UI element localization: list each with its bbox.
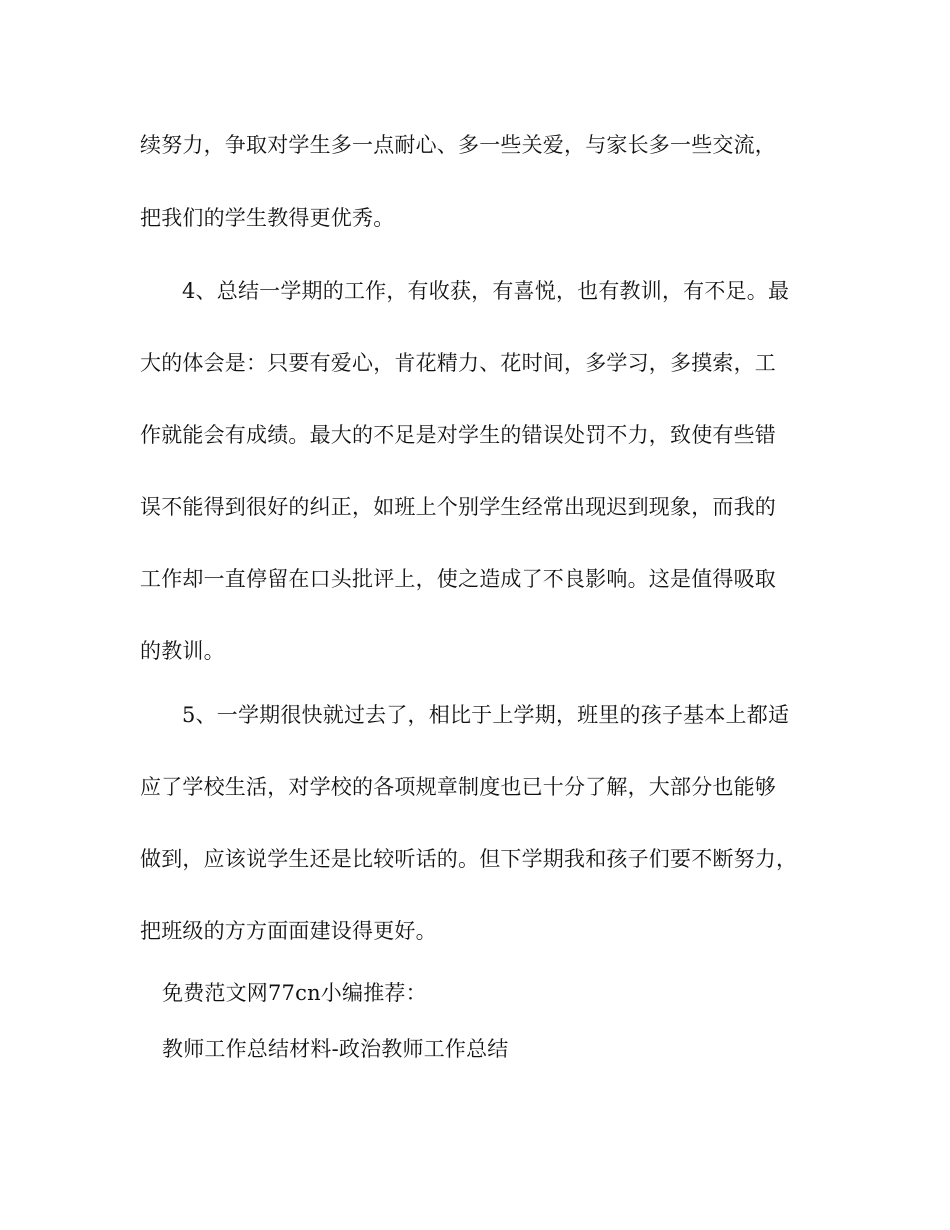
paragraph-line: 作就能会有成绩。最大的不足是对学生的错误处罚不力，致使有些错	[140, 423, 776, 447]
paragraph-line: 工作却一直停留在口头批评上，使之造成了不良影响。这是值得吸取	[140, 567, 776, 591]
paragraph-line: 5、一学期很快就过去了，相比于上学期，班里的孩子基本上都适	[182, 703, 790, 727]
paragraph-line: 大的体会是：只要有爱心，肯花精力、花时间，多学习，多摸索，工	[140, 351, 776, 375]
paragraph-line: 把我们的学生教得更优秀。	[140, 206, 395, 230]
paragraph-line: 误不能得到很好的纠正，如班上个别学生经常出现迟到现象，而我的	[140, 495, 776, 519]
paragraph-line: 做到，应该说学生还是比较听话的。但下学期我和孩子们要不断努力，	[140, 847, 798, 871]
paragraph-line: 4、总结一学期的工作，有收获，有喜悦，也有教训，有不足。最	[182, 279, 790, 303]
paragraph-line: 的教训。	[140, 639, 225, 663]
paragraph-line: 应了学校生活，对学校的各项规章制度也已十分了解，大部分也能够	[140, 775, 776, 799]
recommend-label: 免费范文网77cn小编推荐：	[162, 981, 427, 1005]
paragraph-line: 续努力，争取对学生多一点耐心、多一些关爱，与家长多一些交流，	[140, 133, 776, 157]
recommend-link[interactable]: 教师工作总结材料-政治教师工作总结	[162, 1037, 509, 1061]
paragraph-line: 把班级的方方面面建设得更好。	[140, 919, 437, 943]
